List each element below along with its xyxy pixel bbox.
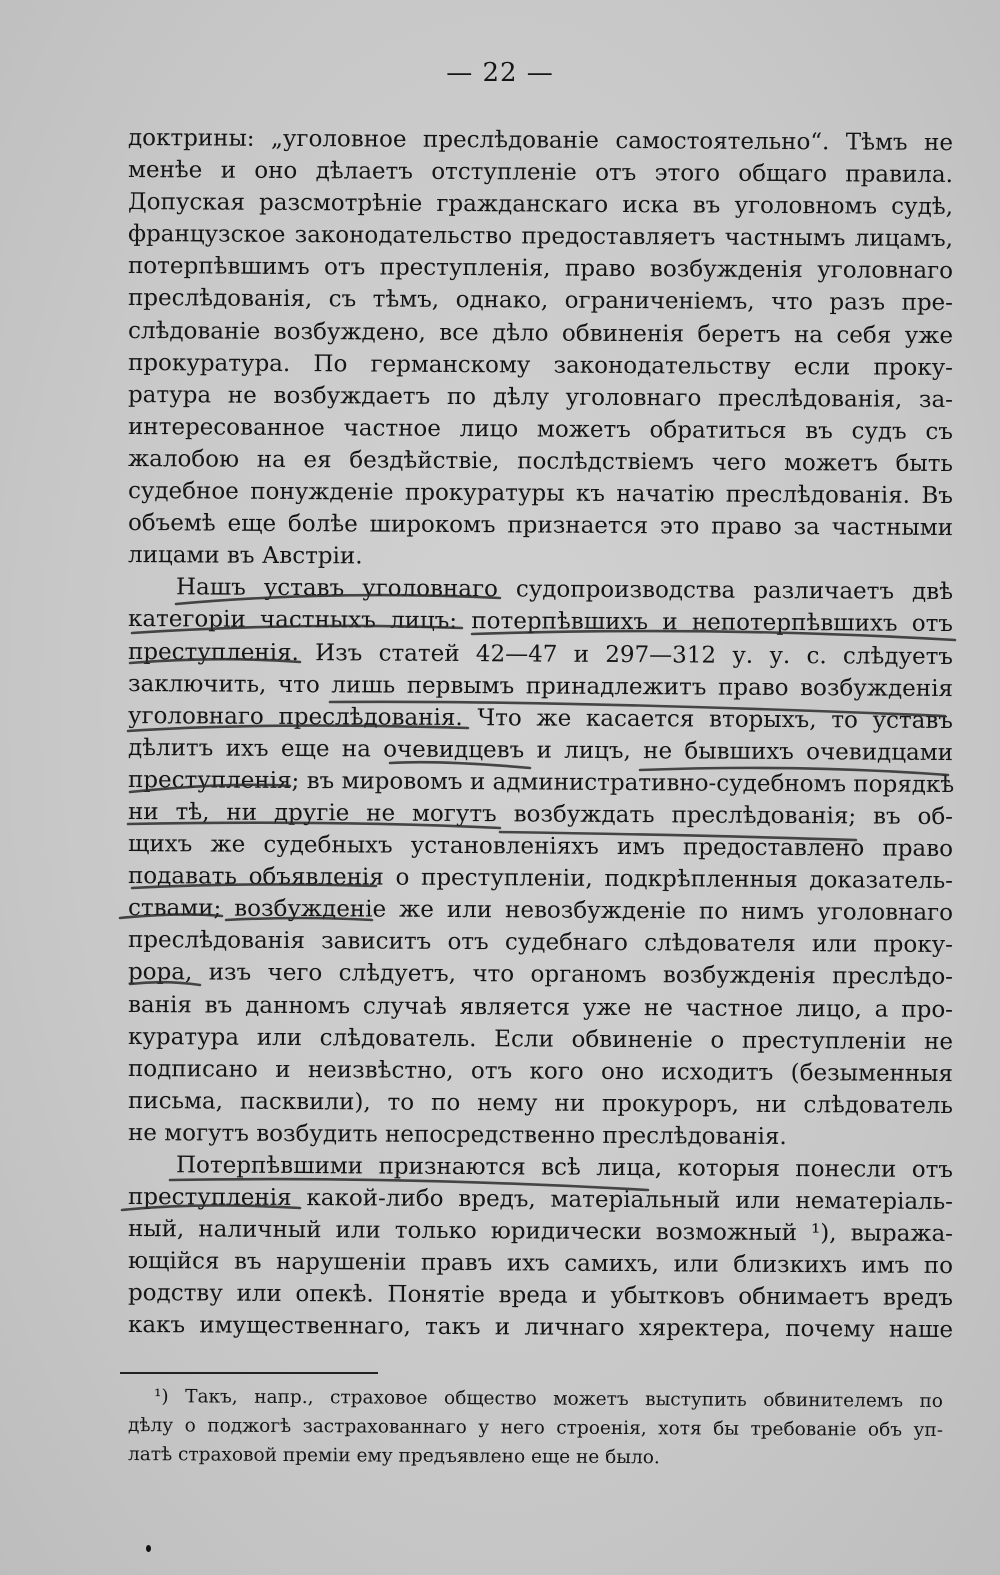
text-line: менѣе и оно дѣлаетъ отступленіе отъ этого общаго правила. [127,157,954,189]
text-line: ный, наличный или только юридически возможный ¹), выража- [127,1216,954,1248]
text-line: преступленія какой-либо вредъ, матеріальный или нематеріаль- [127,1184,954,1216]
footnote-line: ¹) Такъ, напр., страховое общество можетъ выступить обвинителемъ по [153,1386,944,1412]
text-line: какъ имущественнаго, такъ и личнаго хяректера, почему наше [127,1312,954,1344]
text-line: интересованное частное лицо можетъ обратиться въ судъ съ [127,413,954,445]
text-line: ванія въ данномъ случаѣ является уже не частное лицо, а про- [127,991,954,1023]
text-line: куратура или слѣдователь. Если обвиненіе о преступленіи не [127,1023,954,1055]
text-line: ратура не возбуждаетъ по дѣлу уголовнаго преслѣдованія, за- [127,381,954,413]
text-line: ствами; возбужденіе же или невозбужденіе по нимъ уголовнаго [127,895,954,927]
ink-speck [146,1545,151,1552]
text-line: уголовнаго преслѣдованія. Что же касается вторыхъ, то уставъ [127,702,954,734]
text-line: не могутъ возбудить непосредственно преслѣдованія. [127,1119,787,1150]
footnote-line: латѣ страховой преміи ему предъявлено еще не было. [127,1444,660,1469]
text-line: заключить, что лишь первымъ принадлежитъ право возбужденія [127,670,954,702]
text-line: лицами въ Австріи. [127,542,363,570]
text-line: преступленія. Изъ статей 42—47 и 297—312 у. у. с. слѣдуетъ [127,638,954,670]
text-line: объемѣ еще болѣе широкомъ признается это право за частными [127,510,954,542]
footnotes [128,1382,943,1469]
text-line: преступленія; въ мировомъ и административно-судебномъ порядкѣ [127,766,955,798]
text-line: рора, изъ чего слѣдуетъ, что органомъ возбужденія преслѣдо- [127,959,954,991]
text-line: категоріи частныхъ лицъ: потерпѣвшихъ и непотерпѣвшихъ отъ [127,606,954,638]
paragraph-start-line: Потерпѣвшими признаются всѣ лица, которыя понесли отъ [175,1152,954,1184]
text-line: французское законодательство предоставляетъ частнымъ лицамъ, [127,221,954,253]
body-text [128,122,953,1342]
page-number: — 22 — [446,58,554,88]
text-line: судебное понужденіе прокуратуры къ начатію преслѣдованія. Въ [127,478,954,510]
footnote-line: дѣлу о поджогѣ застрахованнаго у него строенія, хотя бы требованіе объ уп- [127,1415,944,1441]
text-line: ющійся въ нарушеніи правъ ихъ самихъ, или близкихъ имъ по [127,1248,954,1280]
text-line: жалобою на ея бездѣйствіе, послѣдствіемъ чего можетъ быть [127,445,954,477]
text-line: подписано и неизвѣстно, отъ кого оно исходитъ (безыменныя [127,1055,954,1087]
text-line: подавать объявленія о преступленіи, подкрѣпленныя доказатель- [127,863,954,895]
text-line: слѣдованіе возбуждено, все дѣло обвиненія беретъ на себя уже [127,317,954,349]
text-line: преслѣдованія, съ тѣмъ, однако, ограниченіемъ, что разъ пре- [127,285,954,317]
text-line: ни тѣ, ни другіе не могутъ возбуждать преслѣдованія; въ об- [127,798,954,831]
text-line: доктрины: „уголовное преслѣдованіе самостоятельно“. Тѣмъ не [127,125,954,157]
paragraph-start-line: Нашъ уставъ уголовнаго судопроизводства различаетъ двѣ [175,574,954,606]
text-line: преслѣдованія зависитъ отъ судебнаго слѣдователя или проку- [127,927,954,959]
text-line: письма, пасквили), то по нему ни прокуроръ, ни слѣдователь [127,1087,954,1119]
footnote-separator [120,1372,378,1374]
text-line: щихъ же судебныхъ установленіяхъ имъ предоставлено право [127,831,954,863]
text-line: родству или опекѣ. Понятіе вреда и убытковъ обнимаетъ вредъ [127,1280,954,1312]
text-line: прокуратура. По германскому законодательству если проку- [127,349,954,381]
text-line: Допуская разсмотрѣніе гражданскаго иска въ уголовномъ судѣ, [127,189,954,221]
text-line: потерпѣвшимъ отъ преступленія, право возбужденія уголовнаго [127,253,954,285]
text-line: дѣлитъ ихъ еще на очевидцевъ и лицъ, не бывшихъ очевидцами [127,734,954,766]
